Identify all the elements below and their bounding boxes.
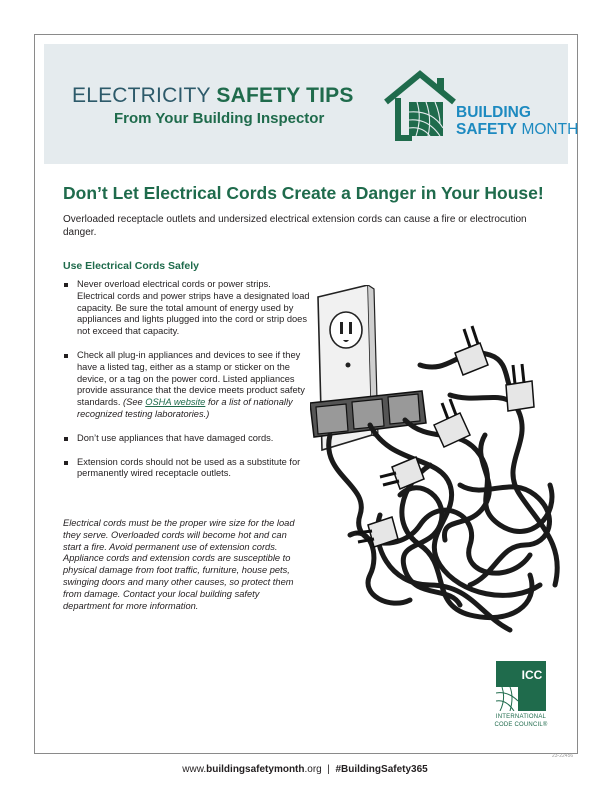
footer-url[interactable]: www.buildingsafetymonth.org [182,764,322,775]
footer-hashtag: #BuildingSafety365 [335,764,428,775]
list-item: Check all plug-in appliances and devices to see if they have a listed tag, either as a stamp or sticker on the device, or a tag on the power cord. Listed appliances provide assurance that the device meets product safety standards. (See OSHA website for a list of nationally recognized testing laboratories.) [63,350,311,421]
house-logo-icon [382,68,458,144]
list-item: Extension cords should not be used as a substitute for permanently wired receptacle outlets. [63,457,311,481]
logo-wordmark: BUILDING SAFETY MONTH [456,104,579,138]
icc-logo: ICC INTERNATIONAL CODE COUNCIL® [491,661,551,741]
list-item: Don’t use appliances that have damaged cords. [63,433,311,445]
plug-icon [380,457,424,489]
closing-paragraph: Electrical cords must be the proper wire size for the load they serve. Overloaded cords will become hot and can start a fire. Avoid permanent use of extension cords. Appliance cords and extension cords are susceptible to physical damage from foot traffic, furniture, house pets, swinging doors and many other causes, so protect them from damage. Contact your local building safety department for more information. [63,518,295,611]
svg-text:ICC: ICC [521,668,543,682]
flyer-page [34,34,578,754]
osha-website-link[interactable]: OSHA website [145,397,206,408]
document-code: 23-22456 [552,753,574,759]
list-item: Never overload electrical cords or power strips. Electrical cords and power strips have a designated load capacity. Be sure the total amount of energy used by appliances and lights plugged into the cord or strip does not exceed that capacity. [63,279,311,338]
building-safety-month-logo [382,68,579,144]
header-subtitle: From Your Building Inspector [114,110,325,127]
icc-mark-icon [496,661,546,711]
tangled-cords-illustration [310,285,570,635]
header-title: ELECTRICITY SAFETY TIPS [72,84,354,107]
header-banner [44,44,579,164]
section-heading: Use Electrical Cords Safely [63,260,199,272]
plug-icon [455,326,488,375]
page-title: Don’t Let Electrical Cords Create a Danger in Your House! [63,183,544,203]
intro-text: Overloaded receptacle outlets and undersized electrical extension cords can cause a fire or electrocution danger. [63,214,527,238]
tips-list [63,279,311,492]
plug-icon [506,364,534,411]
footer: www.buildingsafetymonth.org | #BuildingSafety365 [182,764,428,775]
